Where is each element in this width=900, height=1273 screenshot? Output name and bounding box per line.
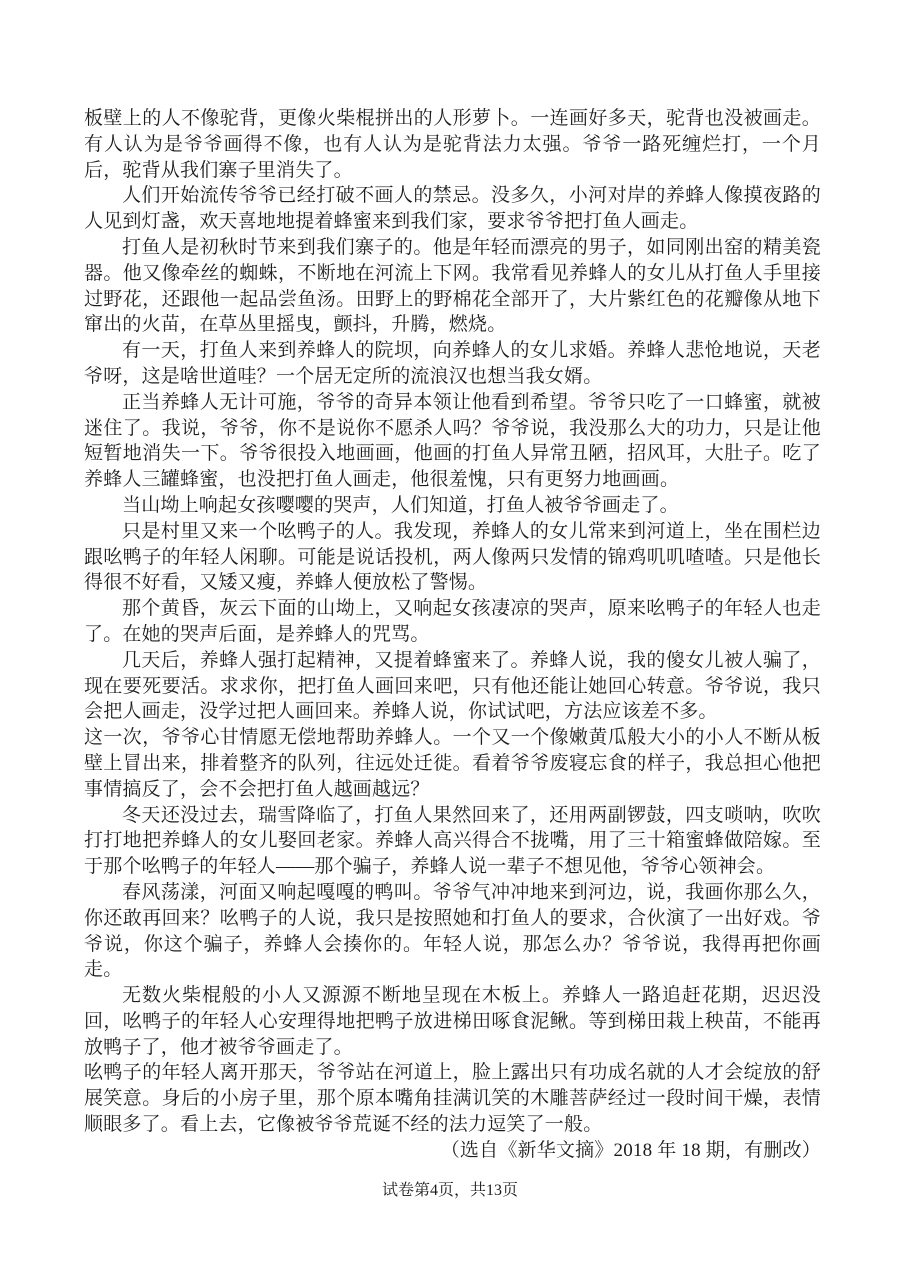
passage-paragraph-13: 无数火柴棍般的小人又源源不断地呈现在木板上。养蜂人一路追赶花期，迟迟没回，吆鸭子的年轻人心安理得地把鸭子放进梯田啄食泥鳅。等到梯田栽上秧苗，不能再放鸭子了，他才被爷爷画走了。 xyxy=(84,985,821,1058)
passage-paragraph-1: 板壁上的人不像驼背，更像火柴棍拼出的人形萝卜。一连画好多天，驼背也没被画走。有人认为是爷爷画得不像，也有人认为是驼背法力太强。爷爷一路死缠烂打，一个月后，驼背从我们寨子里消失了。 xyxy=(84,108,821,181)
passage-paragraph-2: 人们开始流传爷爷已经打破不画人的禁忌。没多久，小河对岸的养蜂人像摸夜路的人见到灯盏，欢天喜地地提着蜂蜜来到我们家，要求爷爷把打鱼人画走。 xyxy=(84,185,821,233)
reading-passage xyxy=(84,106,821,1164)
passage-paragraph-4: 有一天，打鱼人来到养蜂人的院坝，向养蜂人的女儿求婚。养蜂人悲怆地说，天老爷呀，这是啥世道哇？一个居无定所的流浪汉也想当我女婿。 xyxy=(84,340,821,387)
source-attribution: （选自《新华文摘》2018 年 18 期，有删改） xyxy=(440,1139,821,1161)
passage-paragraph-3: 打鱼人是初秋时节来到我们寨子的。他是年轻而漂亮的男子，如同刚出窑的精美瓷器。他又像牵丝的蜘蛛，不断地在河流上下网。我常看见养蜂人的女儿从打鱼人手里接过野花，还跟他一起品尝鱼汤。田野上的野棉花全部开了，大片紫红色的花瓣像从地下窜出的火苗，在草丛里摇曳，颤抖，升腾，燃烧。 xyxy=(84,236,821,336)
page-number-footer: 试卷第4页，共13页 xyxy=(381,1182,518,1199)
passage-paragraph-9: 几天后，养蜂人强打起精神，又提着蜂蜜来了。养蜂人说，我的傻女儿被人骗了，现在要死要活。求求你，把打鱼人画回来吧，只有他还能让她回心转意。爷爷说，我只会把人画走，没学过把人画回来。养蜂人说，你试试吧，方法应该差不多。 xyxy=(84,649,821,723)
passage-paragraph-14: 吆鸭子的年轻人离开那天，爷爷站在河道上，脸上露出只有功成名就的人才会绽放的舒展笑意。身后的小房子里，那个原本嘴角挂满讥笑的木雕菩萨经过一段时间干燥，表情顺眼多了。看上去，它像被爷爷荒诞不经的法力逗笑了一般。 xyxy=(84,1062,821,1136)
passage-paragraph-8: 那个黄昏，灰云下面的山坳上，又响起女孩凄凉的哭声，原来吆鸭子的年轻人也走了。在她的哭声后面，是养蜂人的咒骂。 xyxy=(84,598,821,645)
passage-paragraph-5: 正当养蜂人无计可施，爷爷的奇异本领让他看到希望。爷爷只吃了一口蜂蜜，就被迷住了。我说，爷爷，你不是说你不愿杀人吗？爷爷说，我没那么大的功力，只是让他短暂地消失一下。爷爷很投入地画画，他画的打鱼人异常丑陋，招风耳，大肚子。吃了养蜂人三罐蜂蜜，也没把打鱼人画走，他很羞愧，只有更努力地画画。 xyxy=(84,391,821,491)
passage-paragraph-10: 这一次，爷爷心甘情愿无偿地帮助养蜂人。一个又一个像嫩黄瓜般大小的小人不断从板壁上冒出来，排着整齐的队列，往远处迁徙。看着爷爷废寝忘食的样子，我总担心他把事情搞反了，会不会把打鱼人越画越远？ xyxy=(84,727,821,800)
passage-paragraph-6: 当山坳上响起女孩嘤嘤的哭声，人们知道，打鱼人被爷爷画走了。 xyxy=(122,494,679,516)
passage-paragraph-11: 冬天还没过去，瑞雪降临了，打鱼人果然回来了，还用两副锣鼓，四支唢呐，吹吹打打地把养蜂人的女儿娶回老家。养蜂人高兴得合不拢嘴，用了三十箱蜜蜂做陪嫁。至于那个吆鸭子的年轻人——那个骗子，养蜂人说一辈子不想见他，爷爷心领神会。 xyxy=(84,804,821,878)
passage-paragraph-7: 只是村里又来一个吆鸭子的人。我发现，养蜂人的女儿常来到河道上，坐在围栏边跟吆鸭子的年轻人闲聊。可能是说话投机，两人像两只发情的锦鸡叽叽喳喳。只是他长得很不好看，又矮又瘦，养蜂人便放松了警惕。 xyxy=(84,520,821,594)
passage-paragraph-12: 春风荡漾，河面又响起嘎嘎的鸭叫。爷爷气冲冲地来到河边，说，我画你那么久，你还敢再回来？吆鸭子的人说，我只是按照她和打鱼人的要求，合伙演了一出好戏。爷爷说，你这个骗子，养蜂人会揍你的。年轻人说，那怎么办？爷爷说，我得再把你画走。 xyxy=(84,881,821,981)
